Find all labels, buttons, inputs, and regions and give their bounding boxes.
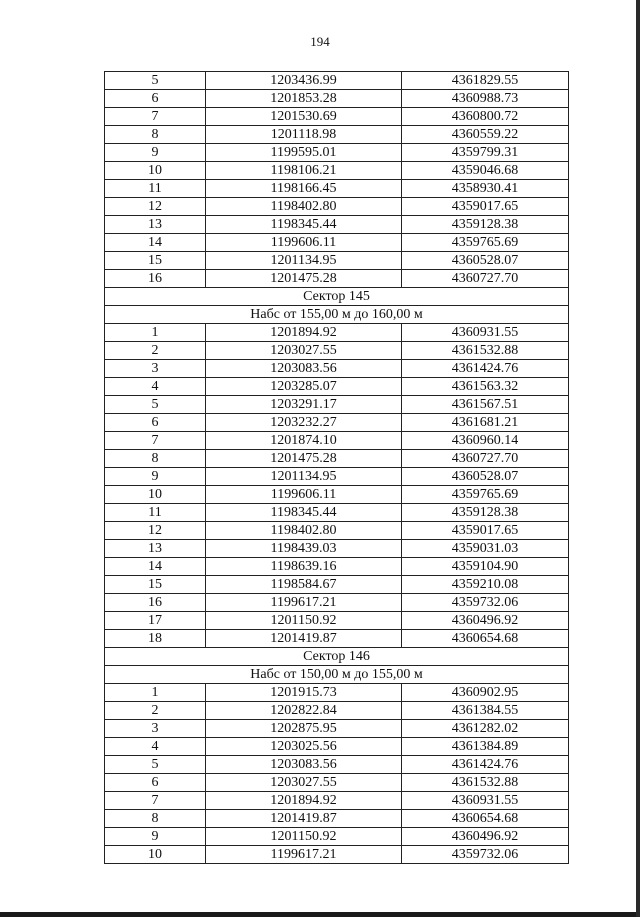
table-row — [105, 252, 569, 270]
sector-height-range: Набс от 150,00 м до 155,00 м — [105, 666, 569, 684]
point-number-cell: 9 — [105, 468, 206, 486]
x-coordinate-cell: 1203027.55 — [206, 774, 402, 792]
y-coordinate-cell: 4359765.69 — [402, 234, 569, 252]
y-coordinate-cell: 4359031.03 — [402, 540, 569, 558]
point-number-cell: 13 — [105, 216, 206, 234]
table-row — [105, 810, 569, 828]
sector-height-range: Набс от 155,00 м до 160,00 м — [105, 306, 569, 324]
y-coordinate-cell: 4360960.14 — [402, 432, 569, 450]
x-coordinate-cell: 1201475.28 — [206, 270, 402, 288]
x-coordinate-cell: 1203285.07 — [206, 378, 402, 396]
x-coordinate-cell: 1199595.01 — [206, 144, 402, 162]
y-coordinate-cell: 4359210.08 — [402, 576, 569, 594]
coordinates-table-body — [105, 72, 569, 864]
sector-title: Сектор 146 — [105, 648, 569, 666]
table-row — [105, 360, 569, 378]
x-coordinate-cell: 1198106.21 — [206, 162, 402, 180]
table-row — [105, 792, 569, 810]
y-coordinate-cell: 4360931.55 — [402, 792, 569, 810]
point-number-cell: 2 — [105, 702, 206, 720]
table-row — [105, 198, 569, 216]
y-coordinate-cell: 4360988.73 — [402, 90, 569, 108]
table-row — [105, 180, 569, 198]
x-coordinate-cell: 1203291.17 — [206, 396, 402, 414]
table-row — [105, 486, 569, 504]
x-coordinate-cell: 1201134.95 — [206, 468, 402, 486]
y-coordinate-cell: 4361681.21 — [402, 414, 569, 432]
table-row — [105, 450, 569, 468]
y-coordinate-cell: 4360496.92 — [402, 828, 569, 846]
table-row — [105, 504, 569, 522]
point-number-cell: 12 — [105, 522, 206, 540]
y-coordinate-cell: 4360727.70 — [402, 450, 569, 468]
x-coordinate-cell: 1203025.56 — [206, 738, 402, 756]
point-number-cell: 14 — [105, 558, 206, 576]
x-coordinate-cell: 1199617.21 — [206, 594, 402, 612]
point-number-cell: 16 — [105, 270, 206, 288]
point-number-cell: 9 — [105, 828, 206, 846]
y-coordinate-cell: 4359104.90 — [402, 558, 569, 576]
y-coordinate-cell: 4361384.55 — [402, 702, 569, 720]
y-coordinate-cell: 4361282.02 — [402, 720, 569, 738]
table-row — [105, 684, 569, 702]
x-coordinate-cell: 1201475.28 — [206, 450, 402, 468]
y-coordinate-cell: 4360654.68 — [402, 810, 569, 828]
x-coordinate-cell: 1201530.69 — [206, 108, 402, 126]
x-coordinate-cell: 1199606.11 — [206, 234, 402, 252]
point-number-cell: 10 — [105, 162, 206, 180]
y-coordinate-cell: 4360528.07 — [402, 468, 569, 486]
point-number-cell: 13 — [105, 540, 206, 558]
scan-edge-right — [636, 0, 640, 917]
point-number-cell: 5 — [105, 72, 206, 90]
x-coordinate-cell: 1202822.84 — [206, 702, 402, 720]
y-coordinate-cell: 4359128.38 — [402, 504, 569, 522]
y-coordinate-cell: 4361532.88 — [402, 342, 569, 360]
point-number-cell: 6 — [105, 414, 206, 432]
table-row — [105, 270, 569, 288]
point-number-cell: 5 — [105, 756, 206, 774]
x-coordinate-cell: 1203083.56 — [206, 360, 402, 378]
table-row — [105, 144, 569, 162]
point-number-cell: 7 — [105, 432, 206, 450]
x-coordinate-cell: 1201419.87 — [206, 630, 402, 648]
table-row — [105, 216, 569, 234]
y-coordinate-cell: 4360800.72 — [402, 108, 569, 126]
y-coordinate-cell: 4361384.89 — [402, 738, 569, 756]
table-row — [105, 90, 569, 108]
sector-header-title — [105, 648, 569, 666]
x-coordinate-cell: 1203436.99 — [206, 72, 402, 90]
point-number-cell: 10 — [105, 486, 206, 504]
scan-edge-bottom — [0, 912, 640, 917]
y-coordinate-cell: 4359732.06 — [402, 846, 569, 864]
y-coordinate-cell: 4360496.92 — [402, 612, 569, 630]
point-number-cell: 9 — [105, 144, 206, 162]
x-coordinate-cell: 1198639.16 — [206, 558, 402, 576]
y-coordinate-cell: 4358930.41 — [402, 180, 569, 198]
point-number-cell: 4 — [105, 738, 206, 756]
point-number-cell: 11 — [105, 180, 206, 198]
y-coordinate-cell: 4360902.95 — [402, 684, 569, 702]
table-row — [105, 630, 569, 648]
point-number-cell: 4 — [105, 378, 206, 396]
point-number-cell: 7 — [105, 108, 206, 126]
y-coordinate-cell: 4361424.76 — [402, 360, 569, 378]
table-row — [105, 738, 569, 756]
sector-header-title — [105, 288, 569, 306]
table-row — [105, 702, 569, 720]
coordinates-table — [104, 71, 569, 864]
point-number-cell: 8 — [105, 450, 206, 468]
y-coordinate-cell: 4359799.31 — [402, 144, 569, 162]
y-coordinate-cell: 4360528.07 — [402, 252, 569, 270]
point-number-cell: 16 — [105, 594, 206, 612]
table-row — [105, 72, 569, 90]
table-row — [105, 162, 569, 180]
table-row — [105, 522, 569, 540]
y-coordinate-cell: 4361829.55 — [402, 72, 569, 90]
table-row — [105, 828, 569, 846]
y-coordinate-cell: 4359765.69 — [402, 486, 569, 504]
x-coordinate-cell: 1199606.11 — [206, 486, 402, 504]
table-row — [105, 324, 569, 342]
table-row — [105, 612, 569, 630]
point-number-cell: 1 — [105, 324, 206, 342]
point-number-cell: 3 — [105, 360, 206, 378]
x-coordinate-cell: 1198402.80 — [206, 198, 402, 216]
x-coordinate-cell: 1198166.45 — [206, 180, 402, 198]
x-coordinate-cell: 1201118.98 — [206, 126, 402, 144]
sector-header-subtitle — [105, 306, 569, 324]
table-row — [105, 432, 569, 450]
point-number-cell: 10 — [105, 846, 206, 864]
y-coordinate-cell: 4359017.65 — [402, 198, 569, 216]
point-number-cell: 3 — [105, 720, 206, 738]
y-coordinate-cell: 4360727.70 — [402, 270, 569, 288]
x-coordinate-cell: 1199617.21 — [206, 846, 402, 864]
point-number-cell: 8 — [105, 126, 206, 144]
point-number-cell: 5 — [105, 396, 206, 414]
x-coordinate-cell: 1198345.44 — [206, 504, 402, 522]
y-coordinate-cell: 4359017.65 — [402, 522, 569, 540]
x-coordinate-cell: 1198402.80 — [206, 522, 402, 540]
page-number: 194 — [310, 34, 330, 49]
x-coordinate-cell: 1198439.03 — [206, 540, 402, 558]
table-row — [105, 576, 569, 594]
point-number-cell: 14 — [105, 234, 206, 252]
x-coordinate-cell: 1201134.95 — [206, 252, 402, 270]
x-coordinate-cell: 1201915.73 — [206, 684, 402, 702]
point-number-cell: 12 — [105, 198, 206, 216]
sector-header-subtitle — [105, 666, 569, 684]
y-coordinate-cell: 4360559.22 — [402, 126, 569, 144]
point-number-cell: 11 — [105, 504, 206, 522]
x-coordinate-cell: 1203232.27 — [206, 414, 402, 432]
table-row — [105, 558, 569, 576]
table-row — [105, 594, 569, 612]
sector-title: Сектор 145 — [105, 288, 569, 306]
x-coordinate-cell: 1202875.95 — [206, 720, 402, 738]
table-row — [105, 846, 569, 864]
table-row — [105, 396, 569, 414]
x-coordinate-cell: 1203027.55 — [206, 342, 402, 360]
x-coordinate-cell: 1201419.87 — [206, 810, 402, 828]
point-number-cell: 6 — [105, 774, 206, 792]
table-row — [105, 234, 569, 252]
table-row — [105, 342, 569, 360]
point-number-cell: 1 — [105, 684, 206, 702]
x-coordinate-cell: 1201853.28 — [206, 90, 402, 108]
table-row — [105, 540, 569, 558]
x-coordinate-cell: 1203083.56 — [206, 756, 402, 774]
point-number-cell: 8 — [105, 810, 206, 828]
x-coordinate-cell: 1201894.92 — [206, 792, 402, 810]
table-row — [105, 126, 569, 144]
y-coordinate-cell: 4361567.51 — [402, 396, 569, 414]
point-number-cell: 6 — [105, 90, 206, 108]
y-coordinate-cell: 4361532.88 — [402, 774, 569, 792]
table-row — [105, 720, 569, 738]
x-coordinate-cell: 1201874.10 — [206, 432, 402, 450]
x-coordinate-cell: 1201894.92 — [206, 324, 402, 342]
y-coordinate-cell: 4360931.55 — [402, 324, 569, 342]
x-coordinate-cell: 1201150.92 — [206, 828, 402, 846]
table-row — [105, 378, 569, 396]
y-coordinate-cell: 4359732.06 — [402, 594, 569, 612]
table-row — [105, 756, 569, 774]
x-coordinate-cell: 1198584.67 — [206, 576, 402, 594]
point-number-cell: 15 — [105, 252, 206, 270]
x-coordinate-cell: 1201150.92 — [206, 612, 402, 630]
table-row — [105, 414, 569, 432]
x-coordinate-cell: 1198345.44 — [206, 216, 402, 234]
table-row — [105, 468, 569, 486]
y-coordinate-cell: 4359128.38 — [402, 216, 569, 234]
point-number-cell: 15 — [105, 576, 206, 594]
point-number-cell: 2 — [105, 342, 206, 360]
point-number-cell: 7 — [105, 792, 206, 810]
y-coordinate-cell: 4361424.76 — [402, 756, 569, 774]
table-row — [105, 108, 569, 126]
y-coordinate-cell: 4359046.68 — [402, 162, 569, 180]
point-number-cell: 17 — [105, 612, 206, 630]
y-coordinate-cell: 4361563.32 — [402, 378, 569, 396]
table-row — [105, 774, 569, 792]
y-coordinate-cell: 4360654.68 — [402, 630, 569, 648]
point-number-cell: 18 — [105, 630, 206, 648]
